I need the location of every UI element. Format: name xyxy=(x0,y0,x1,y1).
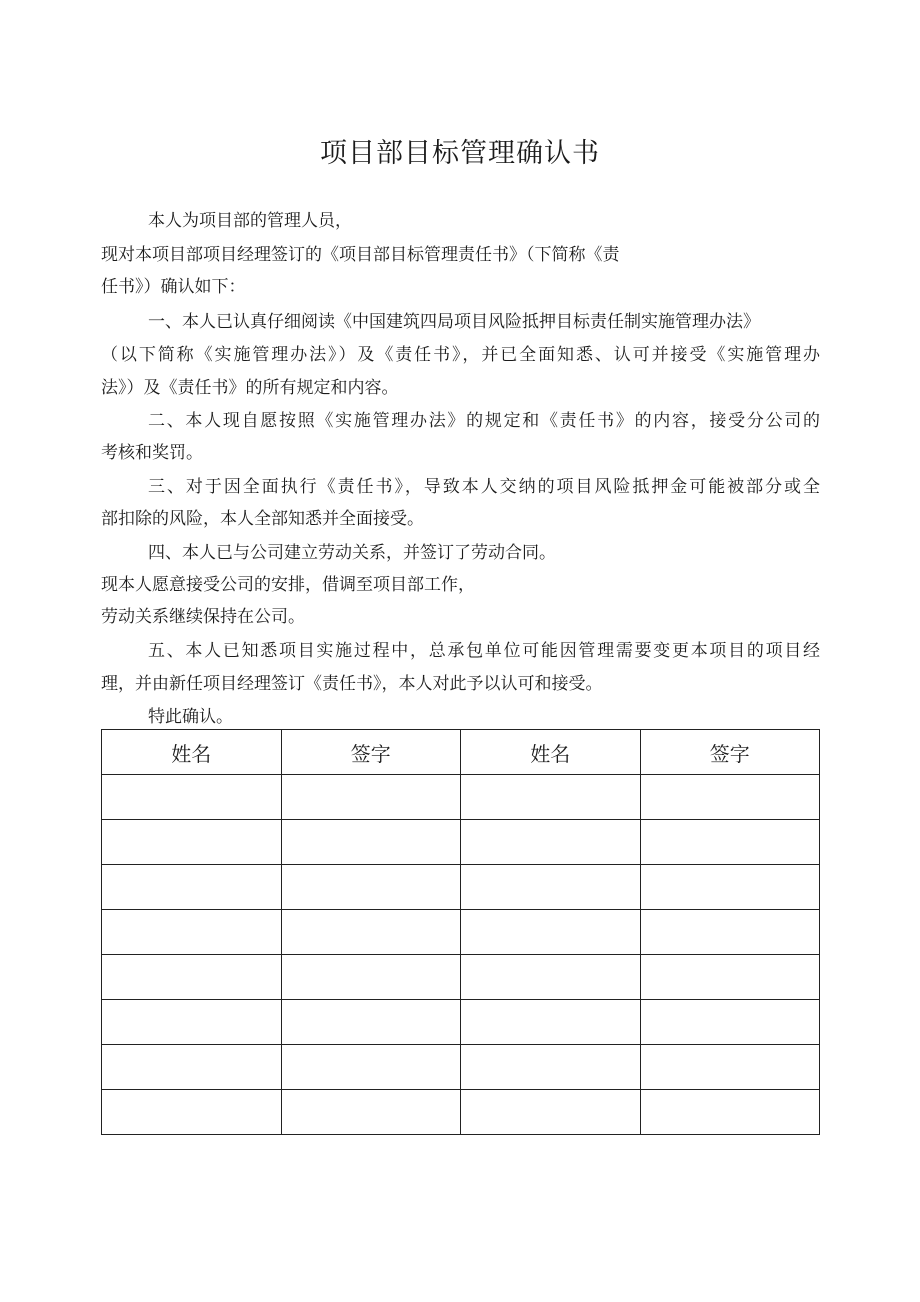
clause-2-line-1: 二、本人现自愿按照《实施管理办法》的规定和《责任书》的内容，接受分公司的 xyxy=(148,411,820,431)
intro-line-3: 任书》）确认如下： xyxy=(101,277,246,297)
table-row xyxy=(102,1000,820,1045)
clause-4-line-2: 现本人愿意接受公司的安排，借调至项目部工作， xyxy=(101,575,475,595)
signature-cell[interactable] xyxy=(281,1000,461,1045)
name-cell[interactable] xyxy=(102,820,282,865)
clause-1-line-1: 一、本人已认真仔细阅读《中国建筑四局项目风险抵押目标责任制实施管理办法》 xyxy=(148,312,760,332)
name-cell[interactable] xyxy=(102,1090,282,1135)
clause-4-line-1: 四、本人已与公司建立劳动关系，并签订了劳动合同。 xyxy=(148,543,556,563)
name-cell[interactable] xyxy=(461,910,641,955)
name-cell[interactable] xyxy=(102,955,282,1000)
table-row xyxy=(102,775,820,820)
clause-2-line-2: 考核和奖罚。 xyxy=(101,443,203,463)
name-cell[interactable] xyxy=(461,820,641,865)
table-row xyxy=(102,1045,820,1090)
table-row xyxy=(102,820,820,865)
name-cell[interactable] xyxy=(461,1000,641,1045)
name-cell[interactable] xyxy=(461,1045,641,1090)
signature-cell[interactable] xyxy=(640,955,820,1000)
name-cell[interactable] xyxy=(102,910,282,955)
signature-cell[interactable] xyxy=(640,865,820,910)
table-row xyxy=(102,910,820,955)
clause-1-line-2: （以下简称《实施管理办法》）及《责任书》，并已全面知悉、认可并接受《实施管理办 xyxy=(101,345,820,365)
signature-cell[interactable] xyxy=(640,775,820,820)
signature-table xyxy=(101,729,820,1135)
signature-cell[interactable] xyxy=(640,1000,820,1045)
header-signature-2: 签字 xyxy=(640,730,820,775)
header-name-2: 姓名 xyxy=(461,730,641,775)
header-name-1: 姓名 xyxy=(102,730,282,775)
clause-1-line-3: 法》）及《责任书》的所有规定和内容。 xyxy=(101,378,399,398)
header-signature-1: 签字 xyxy=(281,730,461,775)
intro-line-1: 本人为项目部的管理人员， xyxy=(148,211,352,231)
signature-cell[interactable] xyxy=(640,820,820,865)
table-row xyxy=(102,1090,820,1135)
name-cell[interactable] xyxy=(102,865,282,910)
name-cell[interactable] xyxy=(102,775,282,820)
signature-cell[interactable] xyxy=(640,1090,820,1135)
clause-3-line-1: 三、对于因全面执行《责任书》，导致本人交纳的项目风险抵押金可能被部分或全 xyxy=(148,477,820,497)
clause-3-line-2: 部扣除的风险，本人全部知悉并全面接受。 xyxy=(101,509,424,529)
name-cell[interactable] xyxy=(461,955,641,1000)
table-row xyxy=(102,955,820,1000)
name-cell[interactable] xyxy=(461,775,641,820)
name-cell[interactable] xyxy=(461,1090,641,1135)
table-row xyxy=(102,865,820,910)
table-header-row xyxy=(102,730,820,775)
clause-5-line-2: 理，并由新任项目经理签订《责任书》，本人对此予以认可和接受。 xyxy=(101,674,603,694)
signature-cell[interactable] xyxy=(281,865,461,910)
signature-cell[interactable] xyxy=(281,1045,461,1090)
signature-cell[interactable] xyxy=(281,775,461,820)
document-title: 项目部目标管理确认书 xyxy=(320,138,600,169)
signature-cell[interactable] xyxy=(281,955,461,1000)
clause-5-line-1: 五、本人已知悉项目实施过程中，总承包单位可能因管理需要变更本项目的项目经 xyxy=(148,641,820,661)
name-cell[interactable] xyxy=(102,1000,282,1045)
signature-cell[interactable] xyxy=(281,820,461,865)
signature-cell[interactable] xyxy=(281,910,461,955)
intro-line-2: 现对本项目部项目经理签订的《项目部目标管理责任书》（下简称《责 xyxy=(101,245,620,265)
closing-line: 特此确认。 xyxy=(148,707,233,727)
name-cell[interactable] xyxy=(461,865,641,910)
signature-cell[interactable] xyxy=(281,1090,461,1135)
clause-4-line-3: 劳动关系继续保持在公司。 xyxy=(101,607,305,627)
name-cell[interactable] xyxy=(102,1045,282,1090)
signature-cell[interactable] xyxy=(640,1045,820,1090)
signature-cell[interactable] xyxy=(640,910,820,955)
